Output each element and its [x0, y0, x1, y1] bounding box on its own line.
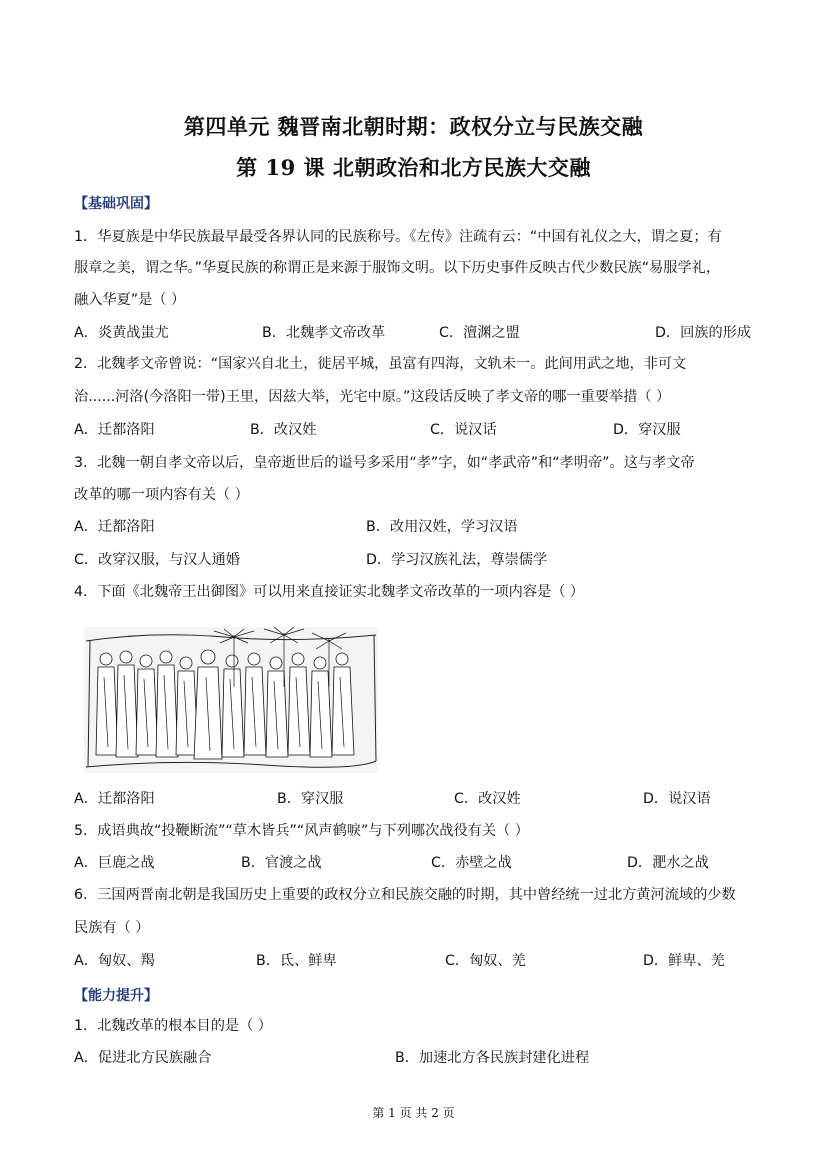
- q1-option-d: D．回族的形成: [655, 325, 752, 341]
- q3-option-d: D．学习汉族礼法，尊崇儒学: [366, 552, 548, 568]
- a1-option-b: B．加速北方各民族封建化进程: [395, 1050, 590, 1066]
- q2-line-2: 治......河洛(今洛阳一带)王里，因兹大举，光宅中原。”这段话反映了孝文帝的哪一重要举措（ ）: [74, 389, 671, 405]
- q1-option-b: B．北魏孝文帝改革: [262, 325, 386, 341]
- q4-line-1: 4．下面《北魏帝王出御图》可以用来直接证实北魏孝文帝改革的一项内容是（ ）: [74, 584, 585, 600]
- section-advanced: 【能力提升】: [74, 988, 158, 1004]
- q6-line-1: 6．三国两晋南北朝是我国历史上重要的政权分立和民族交融的时期，其中曾经统一过北方黄河流域的少数: [74, 887, 736, 903]
- lesson-title: 第 19 课 北朝政治和北方民族大交融: [236, 155, 591, 180]
- q2-option-b: B．改汉姓: [250, 422, 317, 438]
- q3-line-2: 改革的哪一项内容有关（ ）: [74, 487, 249, 503]
- q4-option-a: A．迁都洛阳: [74, 791, 155, 807]
- q2-option-c: C．说汉话: [430, 422, 497, 438]
- q3-option-a: A．迁都洛阳: [74, 519, 155, 535]
- q6-option-d: D．鲜卑、羌: [643, 953, 725, 969]
- q2-line-1: 2．北魏孝文帝曾说：“国家兴自北土，徙居平城，虽富有四海，文轨未一。此间用武之地，非可文: [74, 356, 687, 372]
- page-footer: 第 1 页 共 2 页: [372, 1106, 455, 1120]
- q6-line-2: 民族有（ ）: [74, 920, 150, 936]
- unit-title: 第四单元 魏晋南北朝时期：政权分立与民族交融: [183, 114, 644, 139]
- q5-line-1: 5．成语典故“投鞭断流”“草木皆兵”“风声鹤唳”与下列哪次战役有关（ ）: [74, 823, 529, 839]
- q1-line-1: 1．华夏族是中华民族最早最受各界认同的民族称号。《左传》注疏有云：“中国有礼仪之大，谓之夏；有: [74, 229, 722, 245]
- q4-option-c: C．改汉姓: [454, 791, 521, 807]
- q3-option-b: B．改用汉姓，学习汉语: [366, 519, 518, 535]
- q2-option-a: A．迁都洛阳: [74, 422, 155, 438]
- q1-option-c: C．澶渊之盟: [439, 325, 520, 341]
- q1-line-2: 服章之美，谓之华。”华夏民族的称谓正是来源于服饰文明。以下历史事件反映古代少数民族“易服学礼，: [74, 260, 721, 276]
- q4-option-d: D．说汉语: [643, 791, 711, 807]
- q6-option-c: C．匈奴、羌: [445, 953, 526, 969]
- section-basic: 【基础巩固】: [74, 196, 158, 212]
- q1-line-3: 融入华夏”是（ ）: [74, 292, 186, 308]
- q3-line-1: 3．北魏一朝自孝文帝以后，皇帝逝世后的谥号多采用“孝”字，如“孝武帝”和“孝明帝”。这与孝文帝: [74, 455, 695, 471]
- q3-option-c: C．改穿汉服，与汉人通婚: [74, 552, 240, 568]
- q6-option-b: B．氐、鲜卑: [256, 953, 337, 969]
- q5-option-d: D．淝水之战: [627, 855, 709, 871]
- q5-option-c: C．赤壁之战: [431, 855, 512, 871]
- q5-option-b: B．官渡之战: [241, 855, 322, 871]
- a1-option-a: A．促进北方民族融合: [74, 1050, 212, 1066]
- northern-wei-emperor-procession-illustration: [84, 627, 378, 773]
- q4-option-b: B．穿汉服: [277, 791, 344, 807]
- q6-option-a: A．匈奴、羯: [74, 953, 155, 969]
- q2-option-d: D．穿汉服: [613, 422, 681, 438]
- q5-option-a: A．巨鹿之战: [74, 855, 155, 871]
- q1-option-a: A．炎黄战蚩尤: [74, 325, 169, 341]
- a1-line-1: 1．北魏改革的根本目的是（ ）: [74, 1018, 272, 1034]
